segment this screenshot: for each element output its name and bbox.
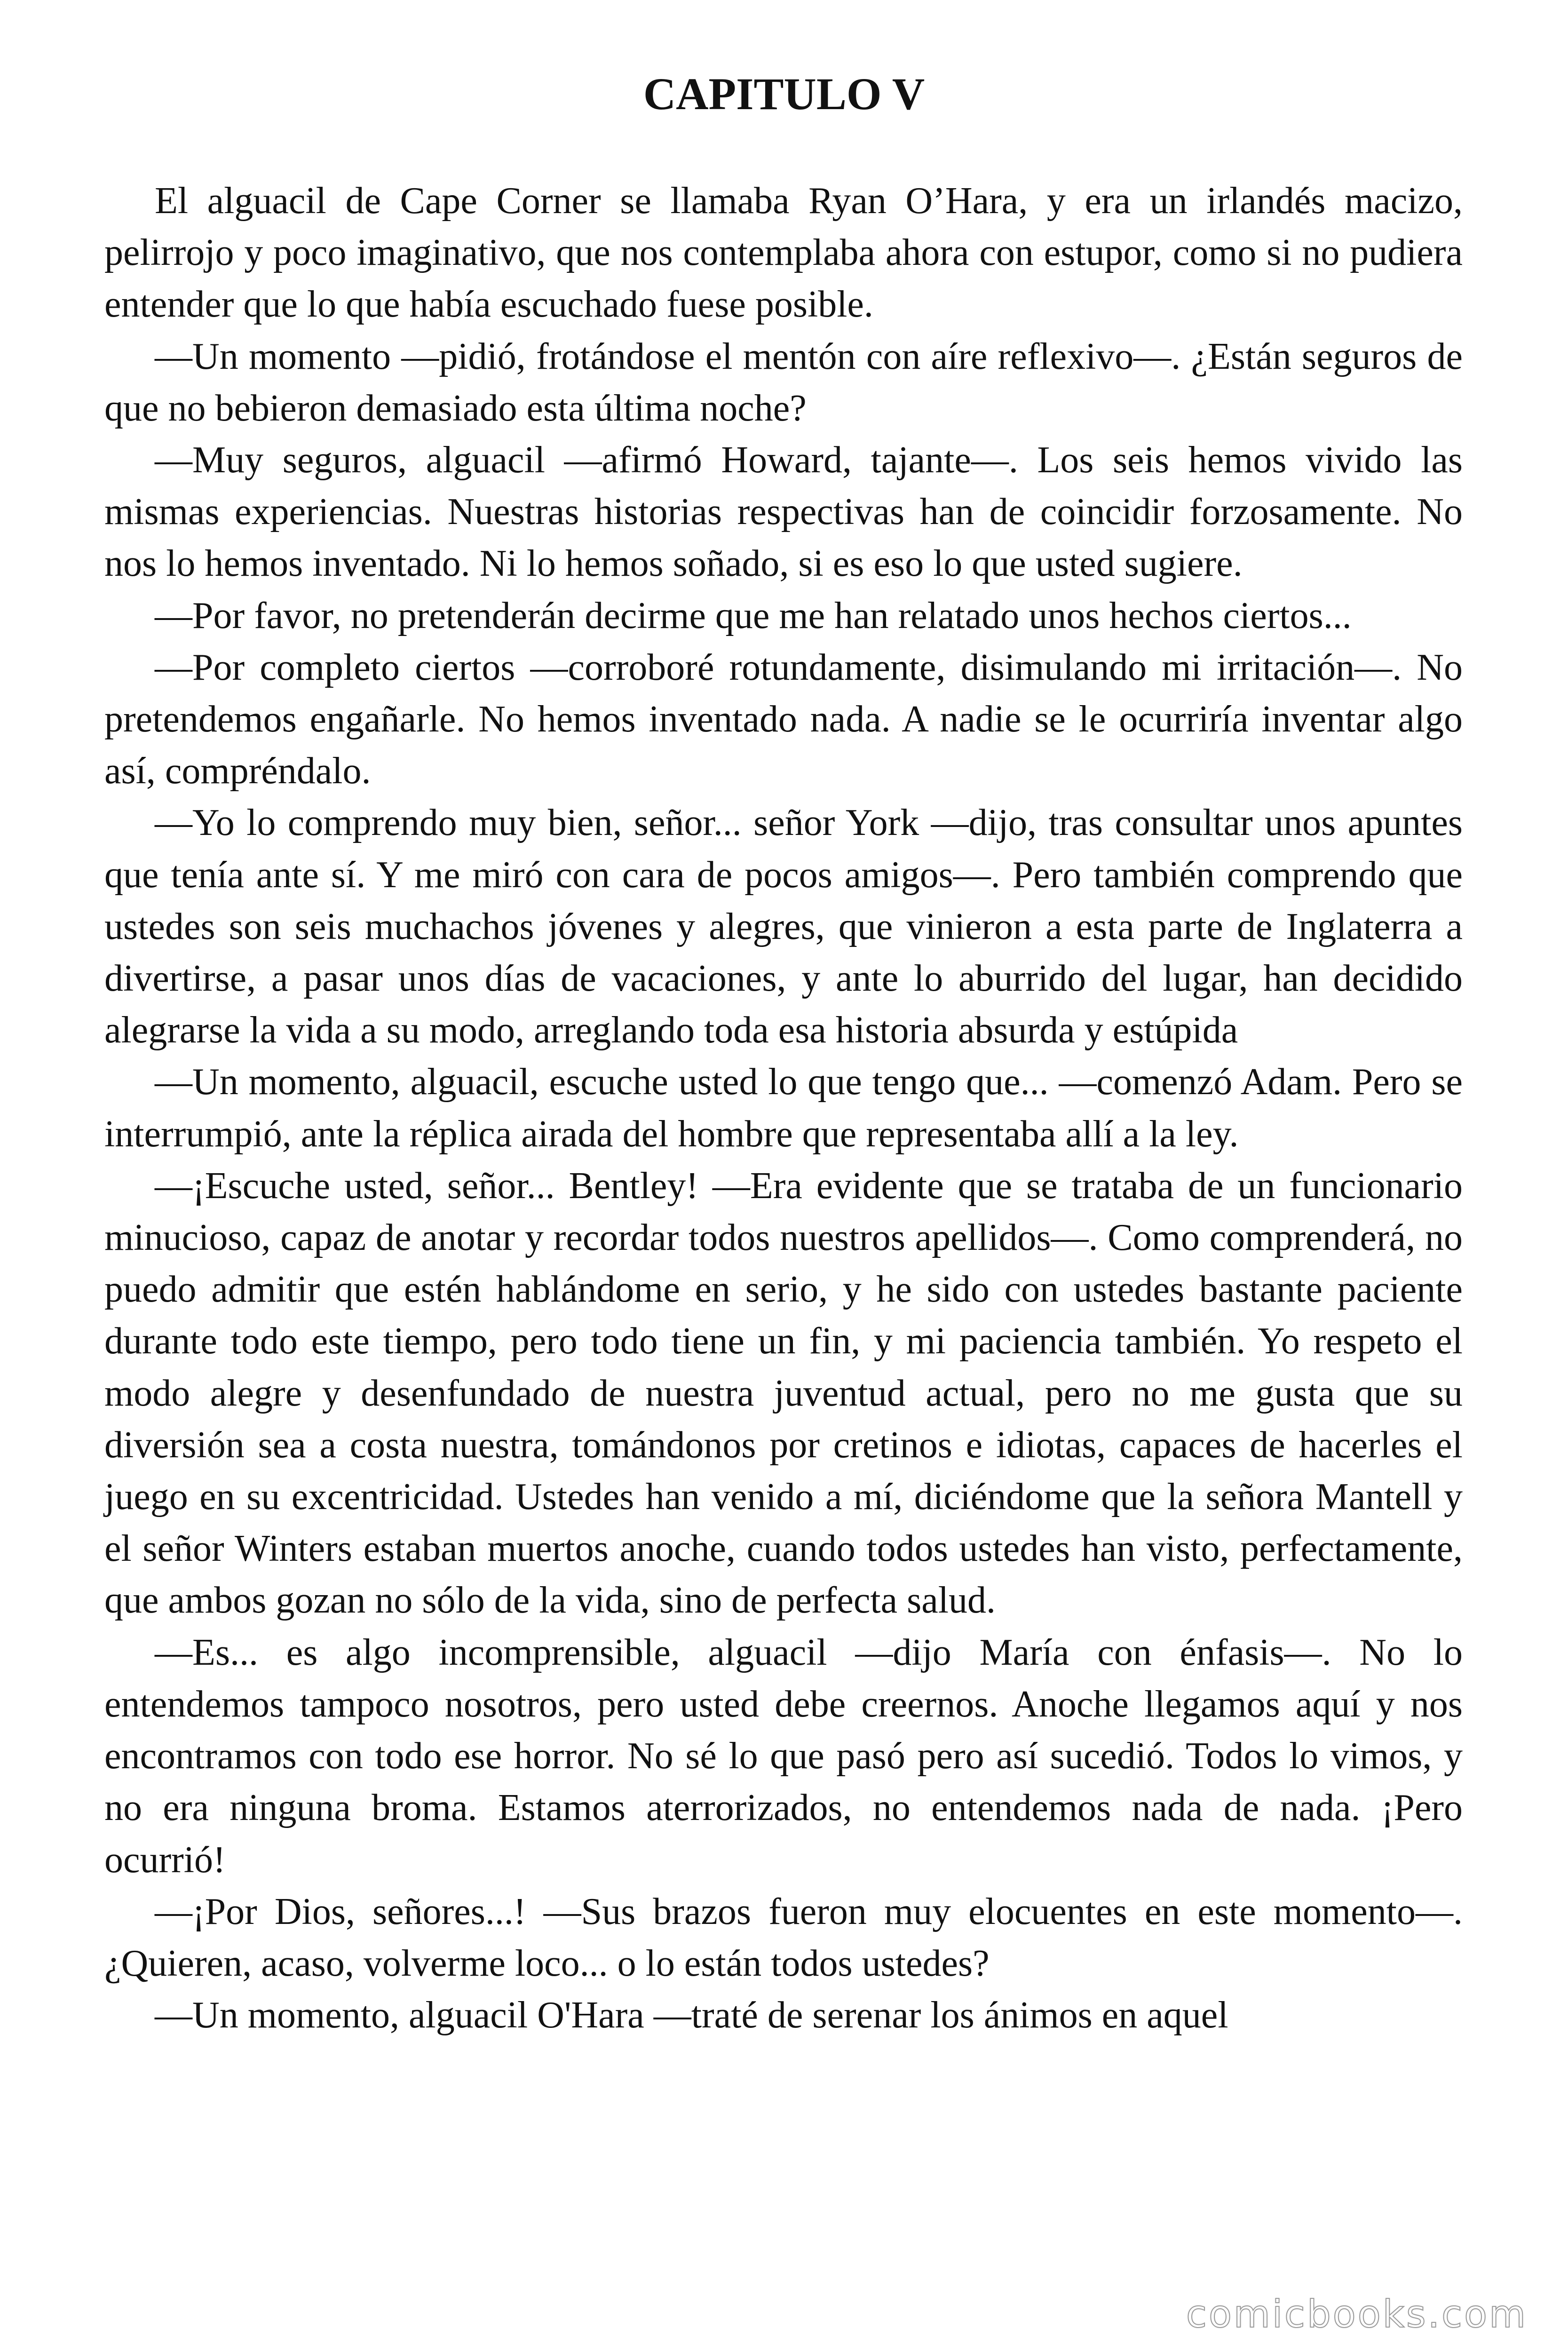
paragraph: —Un momento, alguacil, escuche usted lo que tengo que... —comenzó Adam. Pero se interrumpió, ante la réplica airada del hombre que representaba allí a la ley. <box>104 1061 1463 1155</box>
paragraph: —Un momento —pidió, frotándose el mentón con aíre reflexivo—. ¿Están seguros de que no bebieron demasiado esta última noche? <box>104 335 1463 429</box>
paragraph: —¡Escuche usted, señor... Bentley! —Era evidente que se trataba de un funcionario minucioso, capaz de anotar y recordar todos nuestros apellidos—. Como comprenderá, no puedo admitir que estén hablándome en serio, y he sido con ustedes bastante paciente durante todo este tiempo, pero todo tiene un fin, y mi paciencia también. Yo respeto el modo alegre y desenfundado de nuestra juventud actual, pero no me gusta que su diversión sea a costa nuestra, tomándonos por cretinos e idiotas, capaces de hacerles el juego en su excentricidad. Ustedes han venido a mí, diciéndome que la señora Mantell y el señor Winters estaban muertos anoche, cuando todos ustedes han visto, perfectamente, que ambos gozan no sólo de la vida, sino de perfecta salud. <box>104 1165 1463 1621</box>
paragraph: —¡Por Dios, señores...! —Sus brazos fueron muy elocuentes en este momento—. ¿Quieren, acaso, volverme loco... o lo están todos ustedes? <box>104 1891 1463 1984</box>
paragraph: —Por completo ciertos —corroboré rotundamente, disimulando mi irritación—. No pretendemos engañarle. No hemos inventado nada. A nadie se le ocurriría inventar algo así, compréndalo. <box>104 646 1463 792</box>
chapter-title: CAPITULO V <box>643 69 925 119</box>
paragraph: —Muy seguros, alguacil —afirmó Howard, tajante—. Los seis hemos vivido las mismas experiencias. Nuestras historias respectivas han de coincidir forzosamente. No nos lo hemos inventado. Ni lo hemos soñado, si es eso lo que usted sugiere. <box>104 439 1463 585</box>
paragraph: —Un momento, alguacil O'Hara —traté de serenar los ánimos en aquel <box>155 1994 1228 2036</box>
paragraph: —Yo lo comprendo muy bien, señor... señor York —dijo, tras consultar unos apuntes que tenía ante sí. Y me miró con cara de pocos amigos—. Pero también comprendo que ustedes son seis muchachos jóvenes y alegres, que vinieron a esta parte de Inglaterra a divertirse, a pasar unos días de vacaciones, y ante lo aburrido del lugar, han decidido alegrarse la vida a su modo, arreglando toda esa historia absurda y estúpida <box>104 802 1463 1051</box>
paragraph: —Por favor, no pretenderán decirme que me han relatado unos hechos ciertos... <box>155 595 1352 636</box>
paragraph: El alguacil de Cape Corner se llamaba Ryan O’Hara, y era un irlandés macizo, pelirrojo y poco imaginativo, que nos contemplaba ahora con estupor, como si no pudiera entender que lo que había escuchado fuese posible. <box>104 180 1463 326</box>
paragraph: —Es... es algo incomprensible, alguacil —dijo María con énfasis—. No lo entendemos tampoco nosotros, pero usted debe creernos. Anoche llegamos aquí y nos encontramos con todo ese horror. No sé lo que pasó pero así sucedió. Todos lo vimos, y no era ninguna broma. Estamos aterrorizados, no entendemos nada de nada. ¡Pero ocurrió! <box>104 1631 1463 1881</box>
chapter-body <box>104 175 1463 2041</box>
site-watermark: comicbooks.com <box>1186 2292 1528 2336</box>
